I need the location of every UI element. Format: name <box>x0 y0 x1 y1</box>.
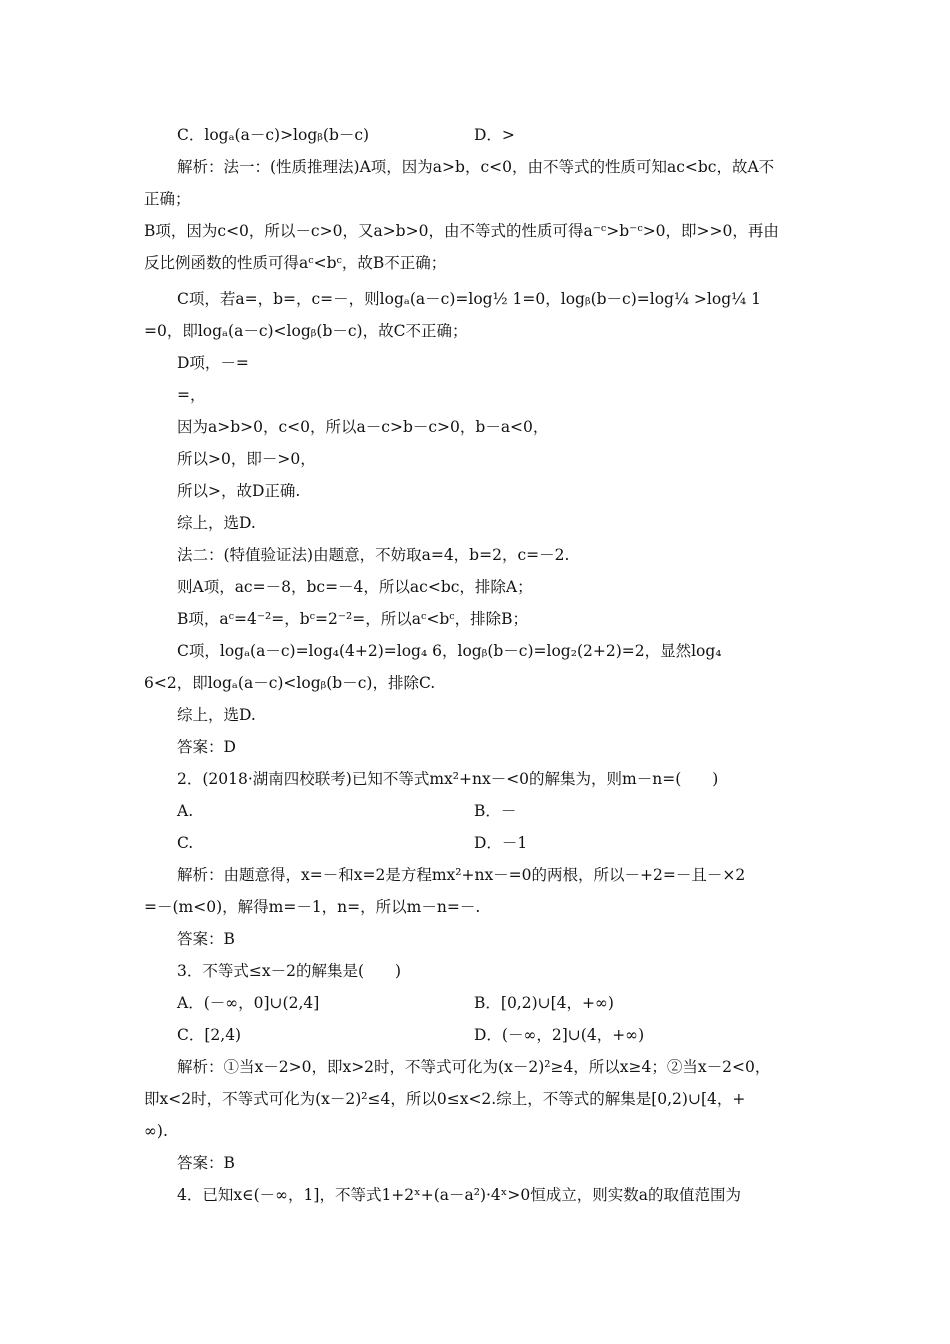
line-text: =， <box>177 386 206 404</box>
line-text: 因为a>b>0，c<0，所以a－c>b－c>0，b－a<0， <box>177 418 549 436</box>
line-text: 答案：B <box>177 1154 235 1172</box>
line-text: 综上，选D. <box>177 706 256 724</box>
line-text: B项，aᶜ=4⁻²=，bᶜ=2⁻²=，所以aᶜ<bᶜ，排除B； <box>177 610 529 628</box>
line-text: C. <box>177 834 194 852</box>
continuation-text: B项，因为c<0，所以－c>0，又a>b>0，由不等式的性质可得a⁻ᶜ>b⁻ᶜ>0，即>>0，再由 <box>144 222 779 240</box>
line-text: C．[2,4) <box>177 1026 242 1044</box>
option-text-right: D．(－∞，2]∪(4，+∞) <box>474 1026 645 1044</box>
continuation-text: ∞). <box>144 1122 168 1140</box>
line-text: 解析：由题意得，x=－和x=2是方程mx²+nx－=0的两根，所以－+2=－且－×2 <box>177 866 746 884</box>
line-text: 法二：(特值验证法)由题意，不妨取a=4，b=2，c=－2. <box>177 546 570 564</box>
continuation-text: =0，即logₐ(a－c)<logᵦ(b－c)，故C不正确； <box>144 322 468 340</box>
line-text: 3．不等式≤x－2的解集是( ) <box>177 962 402 980</box>
line-text: 解析：①当x－2>0，即x>2时，不等式可化为(x－2)²≥4，所以x≥4；②当x－2<0， <box>177 1058 771 1076</box>
continuation-text: 反比例函数的性质可得aᶜ<bᶜ，故B不正确； <box>144 254 447 272</box>
option-text-right: B．－ <box>474 802 517 820</box>
line-text: 4．已知x∈(－∞，1]，不等式1+2ˣ+(a－a²)·4ˣ>0恒成立，则实数a的取值范围为 <box>177 1186 741 1204</box>
line-text: 综上，选D. <box>177 514 256 532</box>
line-text: 所以>0，即－>0， <box>177 450 316 468</box>
line-text: 所以>，故D正确. <box>177 482 301 500</box>
option-text-right: D．> <box>474 126 515 144</box>
line-text: 答案：B <box>177 930 235 948</box>
line-text: 解析：法一：(性质推理法)A项，因为a>b，c<0，由不等式的性质可知ac<bc，故A不 <box>177 158 775 176</box>
option-text-right: D．－1 <box>474 834 528 852</box>
line-text: 则A项，ac=－8，bc=－4，所以ac<bc，排除A； <box>177 578 533 596</box>
line-text: C项，若a=，b=，c=－，则logₐ(a－c)=log½ 1=0，logᵦ(b－c)=log¼ >log¼ 1 <box>177 290 761 308</box>
line-text: D项，－= <box>177 354 249 372</box>
continuation-text: =－(m<0)，解得m=－1，n=，所以m－n=－. <box>144 898 481 916</box>
line-text: 答案：D <box>177 738 236 756</box>
line-text: C．logₐ(a－c)>logᵦ(b－c) <box>177 126 370 144</box>
line-text: A. <box>177 802 194 820</box>
line-text: 2．(2018·湖南四校联考)已知不等式mx²+nx－<0的解集为，则m－n=( ) <box>177 770 719 788</box>
line-text: A．(－∞，0]∪(2,4] <box>177 994 320 1012</box>
continuation-text: 即x<2时，不等式可化为(x－2)²≤4，所以0≤x<2.综上，不等式的解集是[0,2)∪[4，+ <box>144 1090 746 1108</box>
option-text-right: B．[0,2)∪[4，+∞) <box>474 994 614 1012</box>
continuation-text: 6<2，即logₐ(a－c)<logᵦ(b－c)，排除C. <box>144 674 436 692</box>
line-text: C项，logₐ(a－c)=log₄(4+2)=log₄ 6，logᵦ(b－c)=log₂(2+2)=2，显然log₄ <box>177 642 722 660</box>
continuation-text: 正确； <box>144 190 191 208</box>
